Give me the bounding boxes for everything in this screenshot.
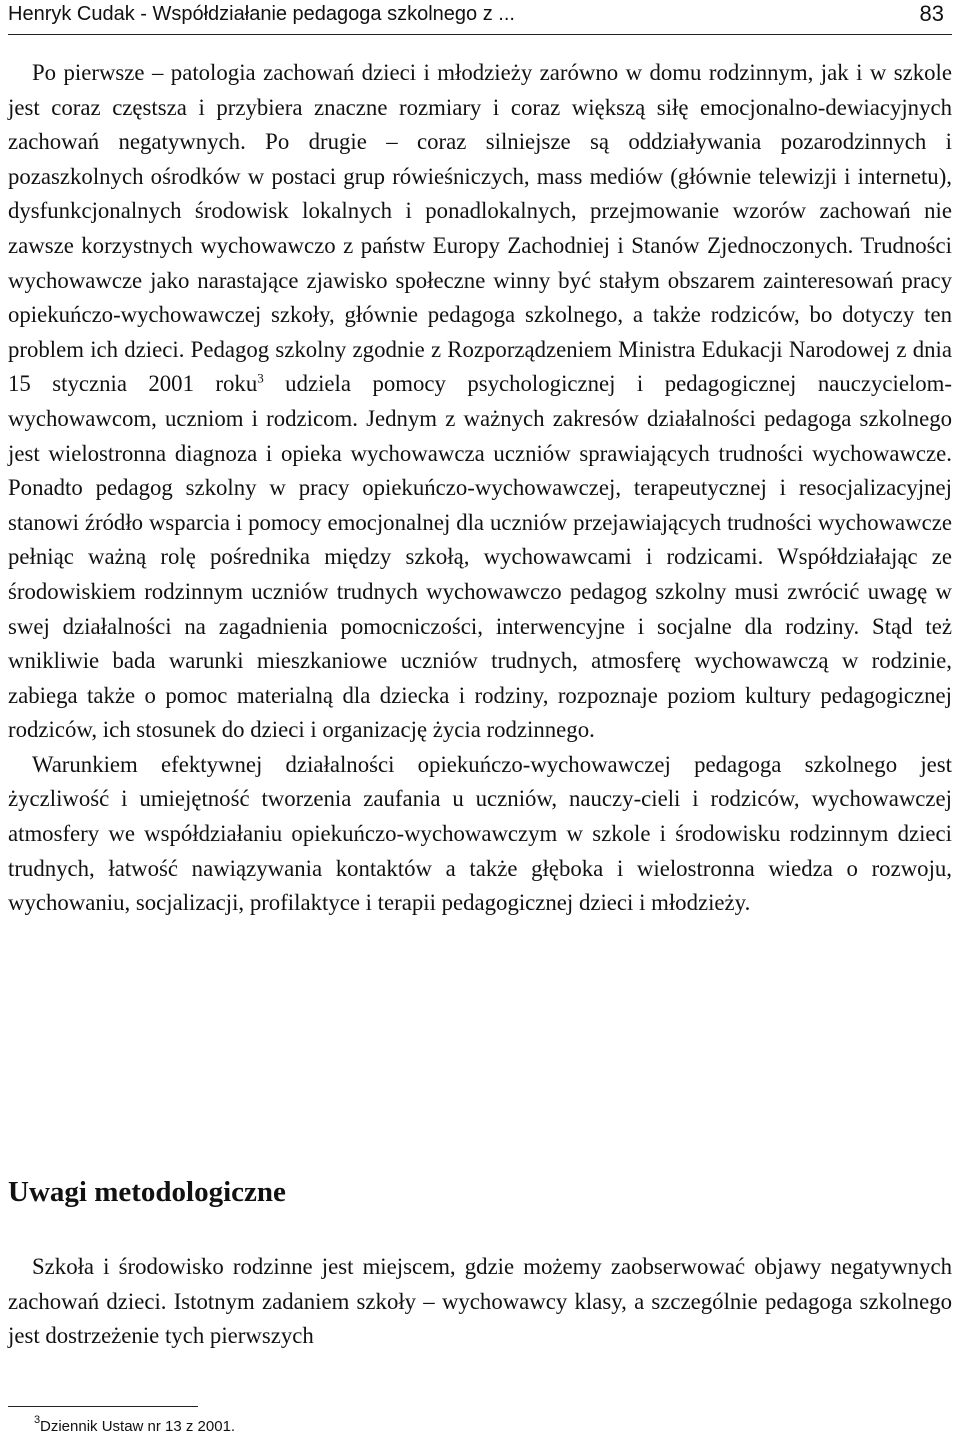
footnote-divider [8,1406,198,1407]
footnote [34,1414,236,1435]
page-number: 83 [919,1,944,26]
section-text [8,1250,952,1354]
footnote-reference[interactable]: 3 [257,370,264,386]
main-text [8,56,952,921]
running-title: Henryk Cudak - Współdziałanie pedagoga szkolnego z ... [8,3,515,25]
footnote-mark: 3 [34,1414,41,1426]
section-paragraph: Szkoła i środowisko rodzinne jest miejscem, gdzie możemy zaobserwować objawy negatywnych zachowań dzieci. Istotnym zadaniem szkoły – wychowawcy klasy, a szczególnie pedagoga szkolnego jest dostrzeżenie tych pierwszych [8,1254,952,1349]
paragraph-1-continued: udziela pomocy psychologicznej i pedagogicznej nauczycielom-wychowawcom, uczniom i rodzicom. Jednym z ważnych zakresów działalności pedagoga szkolnego jest wielostronna diagnoza i opieka wychowawcza uczniów sprawiających trudności wychowawcze. Ponadto pedagog szkolny w pracy opiekuńczo-wychowawczej, terapeutycznej i resocjalizacyjnej stanowi źródło wsparcia i pomocy emocjonalnej dla uczniów przejawiających trudności wychowawcze pełniąc ważną rolę pośrednika między szkołą, wychowawcami i rodzicami. Współdziałając ze środowiskiem rodzinnym uczniów trudnych wychowawczo pedagog szkolny musi zwrócić uwagę w swej działalności na zagadnienia pomocniczości, interwencyjne i socjalne dla rodziny. Stąd też wnikliwie bada warunki mieszkaniowe uczniów trudnych, atmosferę wychowawczą w rodzinie, zabiega także o pomoc materialną dla dziecka i rodziny, rozpoznaje poziom kultury pedagogicznej rodziców, ich stosunek do dzieci i organizację życia rodzinnego. [8,371,952,743]
paragraph-2: Warunkiem efektywnej działalności opiekuńczo-wychowawczej pedagoga szkolnego jest życzliwość i umiejętność tworzenia zaufania u uczniów, nauczy-cieli i rodziców, wychowawczej atmosfery we współdziałaniu opiekuńczo-wychowawczym w szkole i środowisku rodzinnym dzieci trudnych, łatwość nawiązywania kontaktów a także głęboka i wielostronna wiedza o rozwoju, wychowaniu, socjalizacji, profilaktyce i terapii pedagogicznej dzieci i młodzieży. [8,751,952,916]
footnote-text: Dziennik Ustaw nr 13 z 2001. [40,1418,236,1435]
running-header [8,0,952,35]
section-heading: Uwagi metodologiczne [8,1176,286,1208]
paragraph-1-text: Po pierwsze – patologia zachowań dzieci i młodzieży zarówno w domu rodzinnym, jak i w szkole jest coraz częstsza i przybiera znaczne rozmiary i coraz większą siłę emocjonalno-dewiacyjnych zachowań negatywnych. Po drugie – coraz silniejsze są oddziaływania pozarodzinnych i pozaszkolnych ośrodków w postaci grup rówieśniczych, mass mediów (głównie telewizji i internetu), dysfunkcjonalnych środowisk lokalnych i ponadlokalnych, przejmowanie wzorów zachowań nie zawsze korzystnych wychowawczo z państw Europy Zachodniej i Stanów Zjednoczonych. Trudności wychowawcze jako narastające zjawisko społeczne winny być stałym obszarem zainteresowań pracy opiekuńczo-wychowawczej szkoły, głównie pedagoga szkolnego, a także rodziców, bo dotyczy ten problem ich dzieci. Pedagog szkolny zgodnie z Rozporządzeniem Ministra Edukacji Narodowej z dnia 15 stycznia 2001 roku [8,60,952,397]
paragraph-1 [8,56,952,748]
